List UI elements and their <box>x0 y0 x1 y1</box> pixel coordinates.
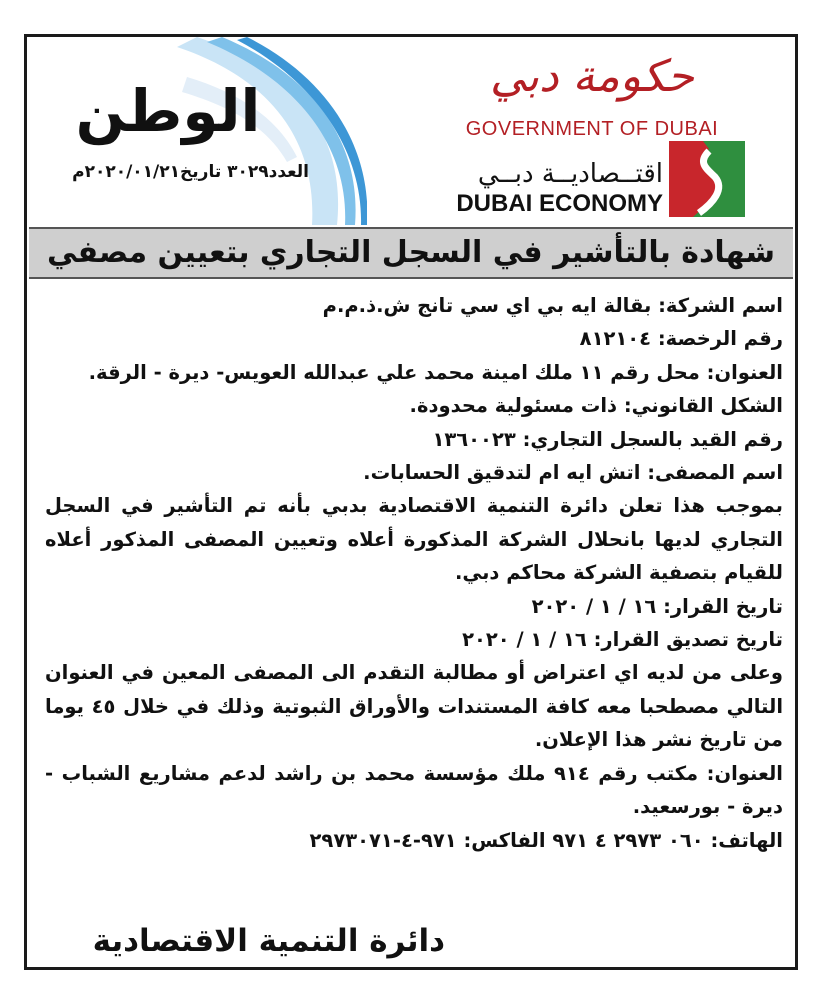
contact-line: الهاتف: ٠٦٠ ٢٩٧٣ ٤ ٩٧١ الفاكس: ٩٧١-٤-٢٩٧٣٠٧١ <box>309 828 783 852</box>
government-arabic-logo: حكومة دبي <box>490 51 694 102</box>
department-signature: دائرة التنمية الاقتصادية <box>92 923 445 959</box>
liquidator-name-line: اسم المصفى: اتش ايه ام لتدقيق الحسابات. <box>363 461 783 485</box>
notice-title: شهادة بالتأشير في السجل التجاري بتعيين مصفي <box>47 235 775 270</box>
dubai-economy-english-name: DUBAI ECONOMY <box>456 190 663 217</box>
license-number-line: رقم الرخصة: ٨١٢١٠٤ <box>579 327 783 351</box>
advertisement-frame <box>24 34 798 970</box>
government-english-name: GOVERNMENT OF DUBAI <box>465 118 719 140</box>
newspaper-name: الوطن <box>75 77 261 145</box>
company-name-line: اسم الشركة: بقالة ايه بي اي سي تانج ش.ذ.م.م <box>322 294 783 317</box>
dubai-economy-logo-icon <box>669 141 745 217</box>
ratification-date-line: تاريخ تصديق القرار: ١٦ / ١ / ٢٠٢٠ <box>462 628 783 652</box>
issue-date-line: العدد٣٠٢٩ تاريخ٢٠٢٠/٠١/٢١م <box>72 162 309 182</box>
notice-body <box>45 289 783 857</box>
announcement-paragraph: بموجب هذا تعلن دائرة التنمية الاقتصادية بدبي بأنه تم التأشير في السجل التجاري لديها بانحلال الشركة المذكورة أعلاه وتعيين المصفى المذكور أعلاه للقيام بتصفية الشركة محاكم دبي. <box>45 494 783 585</box>
address-line: العنوان: محل رقم ١١ ملك امينة محمد علي عبدالله العويس- ديرة - الرقة. <box>88 360 783 384</box>
decision-date-line: تاريخ القرار: ١٦ / ١ / ٢٠٢٠ <box>531 594 783 618</box>
legal-form-line: الشكل القانوني: ذات مسئولية محدودة. <box>409 394 783 418</box>
dubai-economy-arabic-name: اقتــصاديــة دبــي <box>477 159 663 189</box>
registration-number-line: رقم القيد بالسجل التجاري: ١٣٦٠٠٢٣ <box>432 427 783 451</box>
liquidator-address-line: العنوان: مكتب رقم ٩١٤ ملك مؤسسة محمد بن راشد لدعم مشاريع الشباب - ديرة - بورسعيد. <box>45 761 783 819</box>
header <box>27 37 795 225</box>
notice-title-bar <box>29 227 793 279</box>
objection-paragraph: وعلى من لديه اي اعتراض أو مطالبة التقدم الى المصفى المعين في العنوان التالي مصطحبا معه كافة المستندات والأوراق الثبوتية وذلك في خلال ٤٥ يوما من تاريخ نشر هذا الإعلان. <box>45 661 783 752</box>
